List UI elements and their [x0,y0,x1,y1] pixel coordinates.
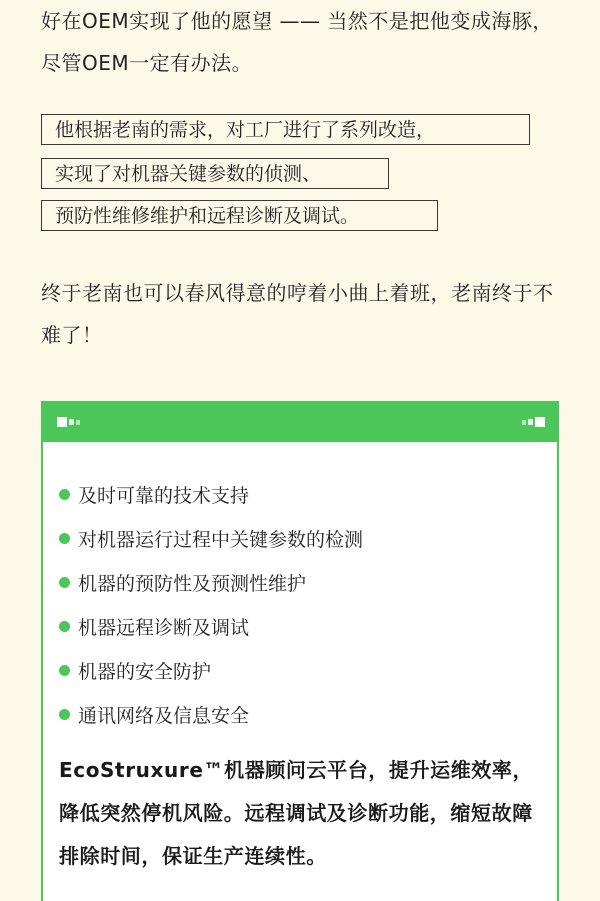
list-item [59,604,363,648]
feature-label: 及时可靠的技术支持 [78,484,250,507]
feature-label: 通讯网络及信息安全 [78,704,250,727]
list-item [59,516,363,560]
improvement-line: 预防性维修维护和远程诊断及调试。 [41,200,438,231]
outcome-paragraph: 终于老南也可以春风得意的哼着小曲上着班，老南终于不难了！ [41,281,554,347]
intro-paragraph: 好在OEM实现了他的愿望 —— 当然不是把他变成海豚，尽管OEM一定有办法。 [41,9,553,75]
list-item [59,692,363,736]
window-dots-icon [57,417,80,427]
card-header [43,403,557,442]
bullet-dot-icon [59,577,70,588]
improvement-line: 他根据老南的需求，对工厂进行了系列改造， [41,114,530,145]
feature-label: 机器的预防性及预测性维护 [78,572,307,595]
window-dots-icon [522,417,545,427]
bullet-dot-icon [59,489,70,500]
feature-label: 机器远程诊断及调试 [78,616,250,639]
card-summary: EcoStruxure™机器顾问云平台，提升运维效率，降低突然停机风险。远程调试及诊断功能，缩短故障排除时间，保证生产连续性。 [59,758,534,868]
list-item [59,648,363,692]
bullet-dot-icon [59,665,70,676]
bullet-dot-icon [59,709,70,720]
feature-label: 对机器运行过程中关键参数的检测 [78,528,364,551]
bullet-dot-icon [59,533,70,544]
list-item [59,472,363,516]
feature-list [59,472,363,736]
improvement-line: 实现了对机器关键参数的侦测、 [41,158,389,189]
list-item [59,560,363,604]
bullet-dot-icon [59,621,70,632]
feature-card [41,401,559,901]
feature-label: 机器的安全防护 [78,660,212,683]
